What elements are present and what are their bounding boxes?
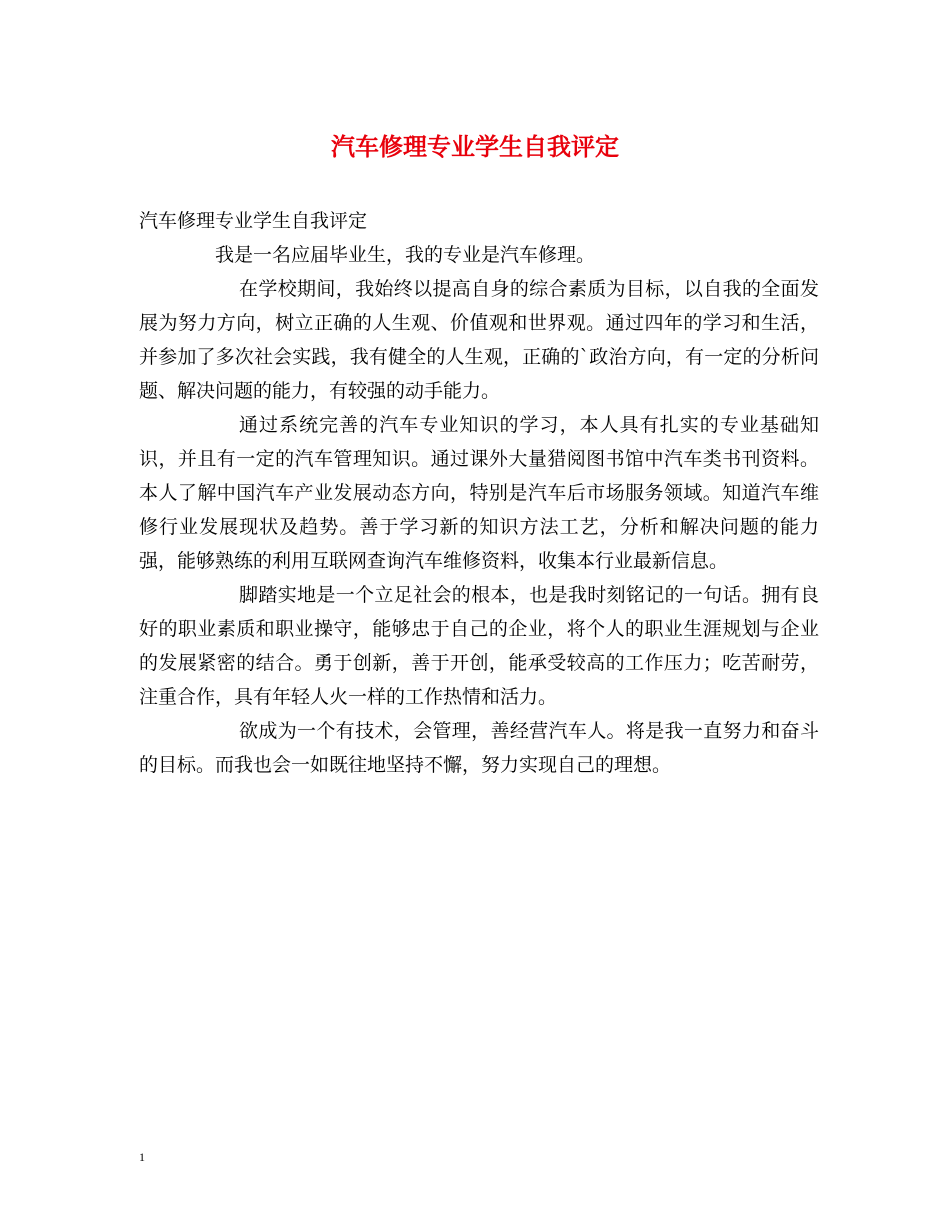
page-number: 1 (139, 1150, 145, 1164)
body-paragraph: 脚踏实地是一个立足社会的根本，也是我时刻铭记的一句话。拥有良好的职业素质和职业操守，能够忠于自己的企业，将个人的职业生涯规划与企业的发展紧密的结合。勇于创新，善于开创，能承受较高的工作压力；吃苦耐劳，注重合作，具有年轻人火一样的工作热情和活力。 (139, 584, 819, 708)
body-paragraph: 欲成为一个有技术，会管理，善经营汽车人。将是我一直努力和奋斗的目标。而我也会一如既往地坚持不懈，努力实现自己的理想。 (139, 720, 819, 776)
document-title: 汽车修理专业学生自我评定 (331, 132, 619, 161)
body-paragraph: 在学校期间，我始终以提高自身的综合素质为目标，以自我的全面发展为努力方向，树立正确的人生观、价值观和世界观。通过四年的学习和生活，并参加了多次社会实践，我有健全的人生观，正确的`政治方向，有一定的分析问题、解决问题的能力，有较强的动手能力。 (139, 278, 819, 402)
intro-paragraph: 我是一名应届毕业生，我的专业是汽车修理。 (215, 244, 596, 266)
document-subtitle: 汽车修理专业学生自我评定 (139, 210, 368, 232)
body-paragraph: 通过系统完善的汽车专业知识的学习，本人具有扎实的专业基础知识，并且有一定的汽车管理知识。通过课外大量猎阅图书馆中汽车类书刊资料。本人了解中国汽车产业发展动态方向，特别是汽车后市场服务领域。知道汽车维修行业发展现状及趋势。善于学习新的知识方法工艺，分析和解决问题的能力强，能够熟练的利用互联网查询汽车维修资料，收集本行业最新信息。 (139, 414, 819, 572)
document-body (139, 204, 819, 782)
